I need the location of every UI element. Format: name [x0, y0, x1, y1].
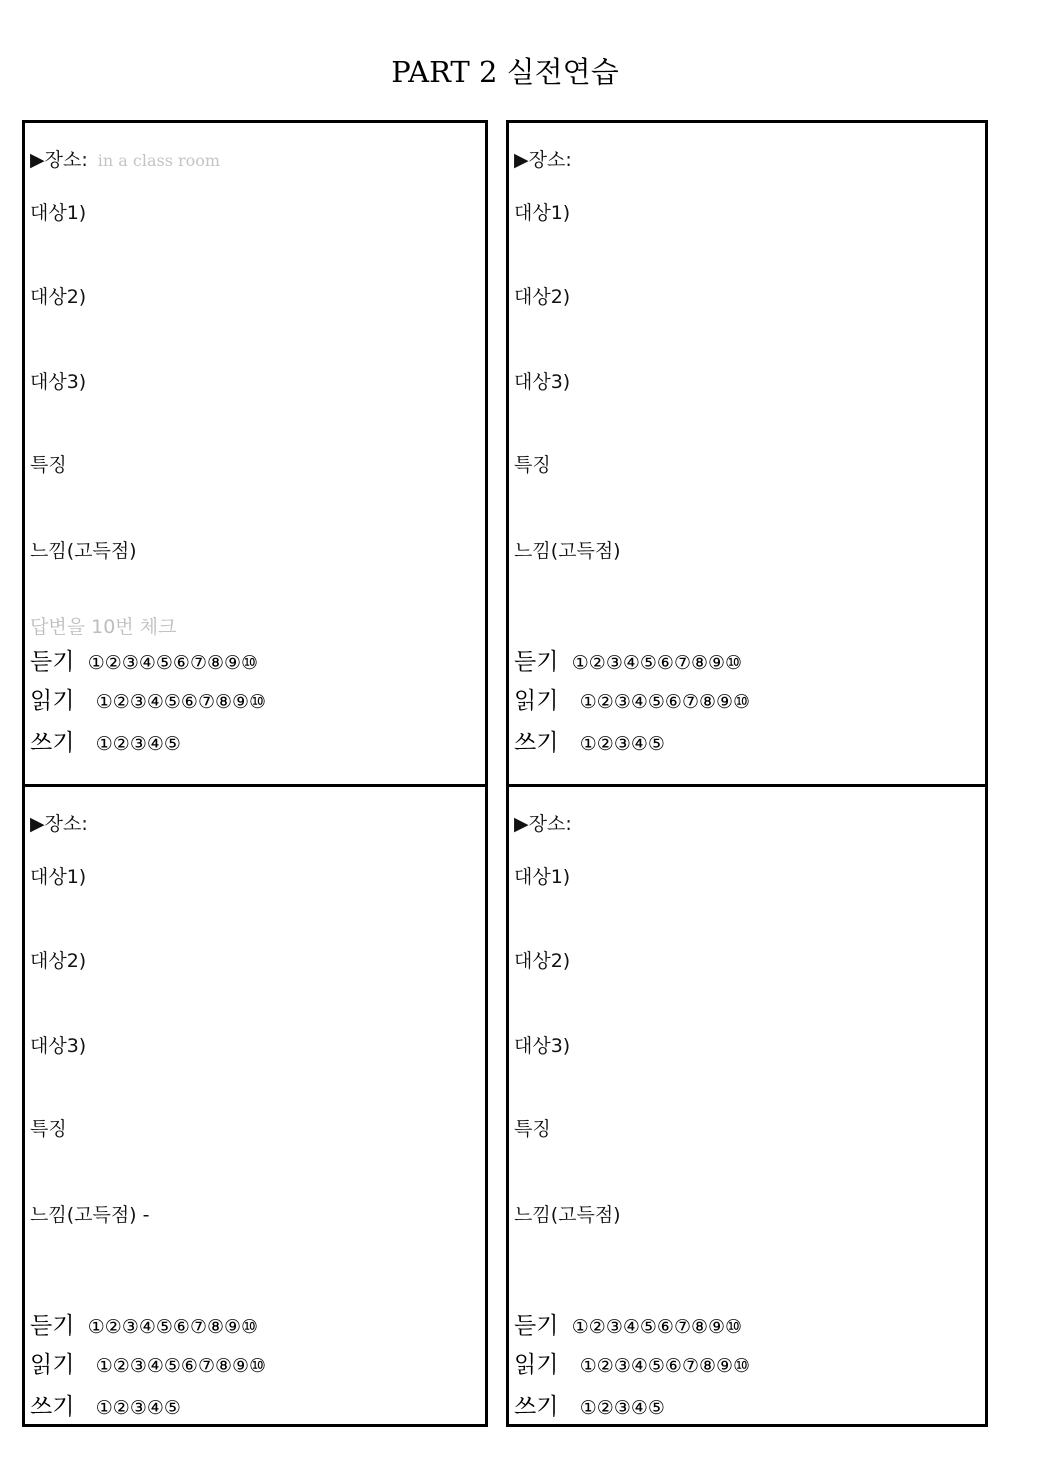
place-label: ▶장소:: [30, 149, 88, 171]
subject-1-label: 대상1): [30, 202, 87, 224]
listening-marks[interactable]: ①②③④⑤⑥⑦⑧⑨⑩: [571, 652, 743, 674]
writing-row: [30, 729, 181, 758]
subject-1-label: 대상1): [514, 866, 571, 888]
reading-marks[interactable]: ①②③④⑤⑥⑦⑧⑨⑩: [95, 691, 267, 713]
place-label: ▶장소:: [30, 813, 88, 835]
listening-marks[interactable]: ①②③④⑤⑥⑦⑧⑨⑩: [87, 652, 259, 674]
writing-label: 쓰기: [514, 730, 559, 756]
subject-2-label: 대상2): [514, 286, 571, 308]
features-label: 특징: [30, 1118, 67, 1140]
writing-marks[interactable]: ①②③④⑤: [95, 1397, 181, 1419]
writing-marks[interactable]: ①②③④⑤: [579, 733, 665, 755]
writing-marks[interactable]: ①②③④⑤: [95, 733, 181, 755]
practice-card-4: [506, 784, 988, 1427]
place-label: ▶장소:: [514, 149, 572, 171]
place-row: [30, 812, 88, 836]
reading-row: [514, 687, 750, 716]
subject-3-label: 대상3): [30, 371, 87, 393]
reading-row: [514, 1351, 750, 1380]
listening-label: 듣기: [30, 649, 75, 675]
writing-marks[interactable]: ①②③④⑤: [579, 1397, 665, 1419]
reading-row: [30, 1351, 266, 1380]
writing-label: 쓰기: [30, 1394, 75, 1420]
place-row: [30, 148, 220, 173]
writing-row: [514, 1393, 665, 1422]
features-label: 특징: [30, 454, 67, 476]
subject-2-label: 대상2): [514, 950, 571, 972]
listening-marks[interactable]: ①②③④⑤⑥⑦⑧⑨⑩: [87, 1316, 259, 1338]
place-row: [514, 148, 572, 172]
subject-1-label: 대상1): [30, 866, 87, 888]
page-title: PART 2 실전연습: [391, 55, 619, 89]
feeling-label: 느낌(고득점): [514, 1204, 621, 1226]
feeling-label: 느낌(고득점) -: [30, 1204, 150, 1226]
reading-marks[interactable]: ①②③④⑤⑥⑦⑧⑨⑩: [579, 691, 751, 713]
reading-label: 읽기: [514, 1352, 559, 1378]
listening-row: [514, 1312, 742, 1341]
place-row: [514, 812, 572, 836]
reading-marks[interactable]: ①②③④⑤⑥⑦⑧⑨⑩: [579, 1355, 751, 1377]
subject-3-label: 대상3): [30, 1035, 87, 1057]
subject-2-label: 대상2): [30, 286, 87, 308]
subject-3-label: 대상3): [514, 1035, 571, 1057]
listening-row: [30, 1312, 258, 1341]
features-label: 특징: [514, 1118, 551, 1140]
writing-label: 쓰기: [30, 730, 75, 756]
practice-card-1: [22, 120, 488, 788]
subject-3-label: 대상3): [514, 371, 571, 393]
subject-1-label: 대상1): [514, 202, 571, 224]
listening-row: [30, 648, 258, 677]
listening-label: 듣기: [30, 1313, 75, 1339]
feeling-label: 느낌(고득점): [30, 540, 137, 562]
feeling-label: 느낌(고득점): [514, 540, 621, 562]
practice-card-2: [506, 120, 988, 788]
reading-label: 읽기: [514, 688, 559, 714]
reading-label: 읽기: [30, 1352, 75, 1378]
place-hint: in a class room: [97, 151, 221, 170]
reading-label: 읽기: [30, 688, 75, 714]
listening-label: 듣기: [514, 1313, 559, 1339]
reading-marks[interactable]: ①②③④⑤⑥⑦⑧⑨⑩: [95, 1355, 267, 1377]
writing-row: [30, 1393, 181, 1422]
writing-row: [514, 729, 665, 758]
practice-card-3: [22, 784, 488, 1427]
reading-row: [30, 687, 266, 716]
listening-row: [514, 648, 742, 677]
writing-label: 쓰기: [514, 1394, 559, 1420]
features-label: 특징: [514, 454, 551, 476]
check-hint: 답변을 10번 체크: [30, 616, 177, 638]
listening-marks[interactable]: ①②③④⑤⑥⑦⑧⑨⑩: [571, 1316, 743, 1338]
listening-label: 듣기: [514, 649, 559, 675]
subject-2-label: 대상2): [30, 950, 87, 972]
place-label: ▶장소:: [514, 813, 572, 835]
